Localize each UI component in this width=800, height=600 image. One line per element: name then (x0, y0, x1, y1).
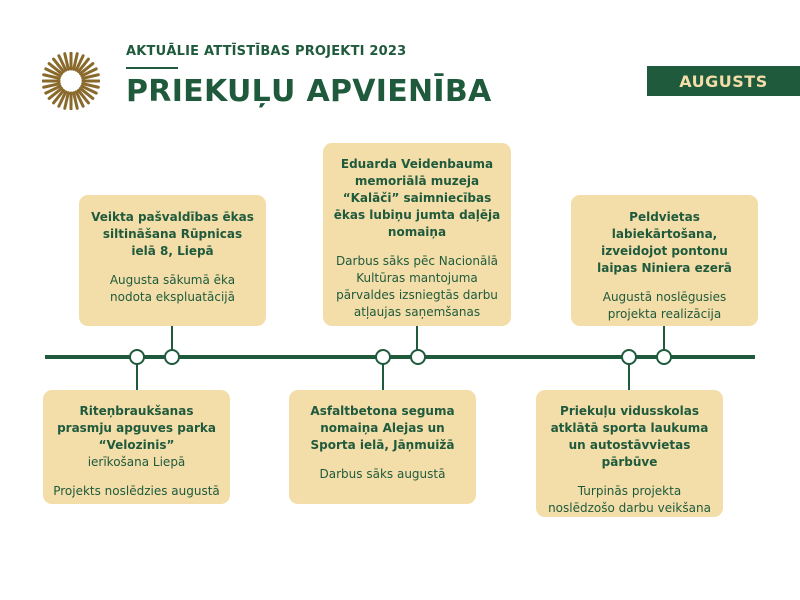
month-badge: AUGUSTS (647, 66, 800, 96)
project-card (536, 390, 723, 517)
subtitle-divider (126, 67, 178, 69)
project-title: Eduarda Veidenbauma memoriālā muzeja “Kalāči” saimniecības ēkas lubiņu jumta daļēja nomaiņa (333, 157, 501, 239)
project-title: Peldvietas labiekārtošana, izveidojot pontonu laipas Niniera ezerā (597, 210, 732, 275)
project-card (43, 390, 230, 504)
page-title: PRIEKUĻU APVIENĪBA (126, 74, 492, 109)
timeline-node-1 (129, 349, 145, 365)
timeline-node-4 (410, 349, 426, 365)
project-card (289, 390, 476, 504)
timeline-node-5 (621, 349, 637, 365)
project-title: Asfaltbetona seguma nomaiņa Alejas un Sporta ielā, Jāņmuižā (310, 404, 455, 452)
project-status: Augustā noslēgusies projekta realizācija (602, 290, 727, 321)
timeline-node-3 (375, 349, 391, 365)
project-status: Darbus sāks pēc Nacionālā Kultūras mantojuma pārvaldes izsniegtās darbu atļaujas saņemšanas (335, 254, 499, 319)
project-title-extra: ierīkošana Liepā (87, 455, 186, 469)
timeline-line (45, 355, 755, 359)
project-card (571, 195, 758, 326)
timeline-node-2 (164, 349, 180, 365)
project-status: Projekts noslēdzies augustā (53, 484, 220, 498)
sun-icon (42, 52, 100, 110)
project-card (79, 195, 266, 326)
project-title: Priekuļu vidusskolas atklātā sporta laukuma un autostāvvietas pārbūve (550, 404, 709, 469)
project-card (323, 143, 511, 326)
project-title: Riteņbraukšanas prasmju apguves parka “Velozinis” (57, 404, 216, 452)
timeline-node-6 (656, 349, 672, 365)
header-subtitle: AKTUĀLIE ATTĪSTĪBAS PROJEKTI 2023 (126, 44, 407, 59)
project-status: Darbus sāks augustā (319, 467, 446, 481)
project-status: Turpinās projekta noslēdzošo darbu veikšana (548, 484, 711, 515)
project-status: Augusta sākumā ēka nodota ekspluatācijā (109, 273, 236, 304)
project-title: Veikta pašvaldības ēkas siltināšana Rūpnicas ielā 8, Liepā (91, 210, 254, 258)
